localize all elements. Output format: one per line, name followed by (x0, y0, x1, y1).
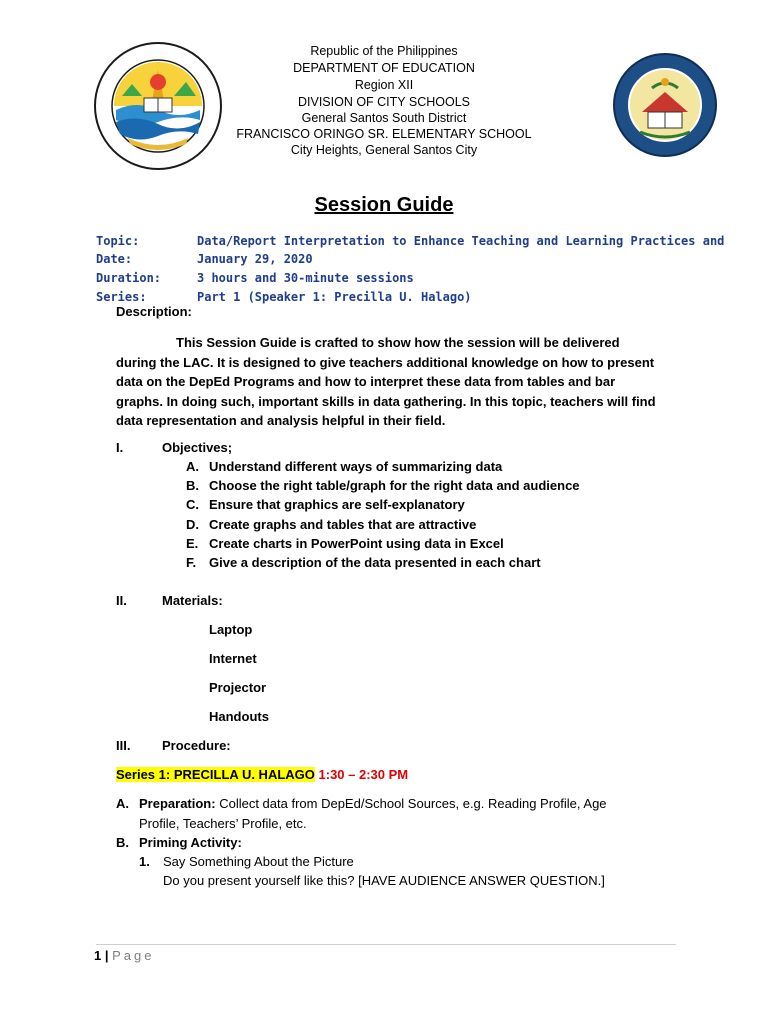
header-republic: Republic of the Philippines (310, 44, 458, 58)
meta-duration (96, 271, 414, 285)
date-value: January 29, 2020 (197, 252, 313, 266)
objectives-heading: Objectives; (162, 440, 233, 455)
footer-divider (96, 944, 676, 945)
objective-item: Ensure that graphics are self-explanatory (209, 497, 465, 512)
header-division: DIVISION OF CITY SCHOOLS (297, 95, 471, 109)
page-number: 1 (94, 948, 102, 963)
step-b-label: Priming Activity: (139, 835, 242, 850)
objective-item: Understand different ways of summarizing data (209, 459, 503, 474)
material-item: Laptop (209, 622, 253, 637)
page-title: Session Guide (314, 194, 454, 216)
page-separator: | (104, 948, 109, 963)
material-item: Projector (209, 680, 267, 695)
header-district: General Santos South District (301, 111, 467, 125)
materials-numeral: II. (116, 593, 127, 608)
school-seal-logo (612, 52, 718, 158)
objective-letter: E. (186, 536, 199, 551)
sub-1-question: Do you present yourself like this? [HAVE AUDIENCE ANSWER QUESTION.] (163, 873, 605, 888)
description-heading: Description: (116, 304, 192, 319)
header-region: Region XII (354, 78, 414, 92)
sub-1-number: 1. (139, 854, 150, 869)
step-a-text-cont: Profile, Teachers’ Profile, etc. (139, 816, 307, 831)
step-b-letter: B. (116, 835, 129, 850)
page-footer (94, 948, 155, 963)
header-department: DEPARTMENT OF EDUCATION (293, 61, 475, 75)
objective-item: Choose the right table/graph for the right data and audience (209, 478, 580, 493)
materials-heading: Materials: (162, 593, 223, 608)
step-a-line (139, 796, 607, 811)
description-text: This Session Guide is crafted to show how the session will be delivered during the LAC. It is designed to give teachers additional knowledge on how to present data on the DepEd Programs and how to interpret these data from tables and bar graphs. In doing such, important skills in data gathering. In this topic, teachers will find data representation and analysis helpful in their field. (116, 335, 656, 429)
objective-letter: C. (186, 497, 199, 512)
series-time: 1:30 – 2:30 PM (318, 767, 409, 782)
topic-value: Data/Report Interpretation to Enhance Teaching and Learning Practices and (197, 234, 725, 248)
procedure-numeral: III. (116, 738, 131, 753)
step-a-text: Collect data from DepEd/School Sources, e.g. Reading Profile, Age (219, 796, 607, 811)
meta-series (96, 290, 472, 304)
topic-label: Topic: (96, 234, 140, 248)
objective-item: Create charts in PowerPoint using data in Excel (209, 536, 504, 551)
date-label: Date: (96, 252, 133, 266)
duration-label: Duration: (96, 271, 162, 285)
sub-1-text: Say Something About the Picture (163, 854, 354, 869)
step-a-label: Preparation: (139, 796, 216, 811)
objective-item: Give a description of the data presented in each chart (209, 555, 541, 570)
objectives-numeral: I. (116, 440, 124, 455)
objective-letter: F. (186, 555, 197, 570)
step-a-letter: A. (116, 796, 129, 811)
series-line (116, 767, 408, 782)
meta-topic (96, 234, 725, 248)
series-speaker-highlight: Series 1: PRECILLA U. HALAGO (116, 767, 315, 782)
material-item: Handouts (209, 709, 269, 724)
header-address: City Heights, General Santos City (290, 143, 478, 157)
objective-item: Create graphs and tables that are attractive (209, 517, 477, 532)
material-item: Internet (209, 651, 257, 666)
series-value: Part 1 (Speaker 1: Precilla U. Halago) (197, 290, 472, 304)
objective-letter: A. (186, 459, 199, 474)
procedure-heading: Procedure: (162, 738, 231, 753)
objective-letter: D. (186, 517, 199, 532)
page-word: Page (112, 948, 155, 963)
duration-value: 3 hours and 30-minute sessions (197, 271, 414, 285)
meta-date (96, 252, 313, 266)
objective-letter: B. (186, 478, 199, 493)
header-school: FRANCISCO ORINGO SR. ELEMENTARY SCHOOL (236, 127, 532, 141)
series-label: Series: (96, 290, 147, 304)
